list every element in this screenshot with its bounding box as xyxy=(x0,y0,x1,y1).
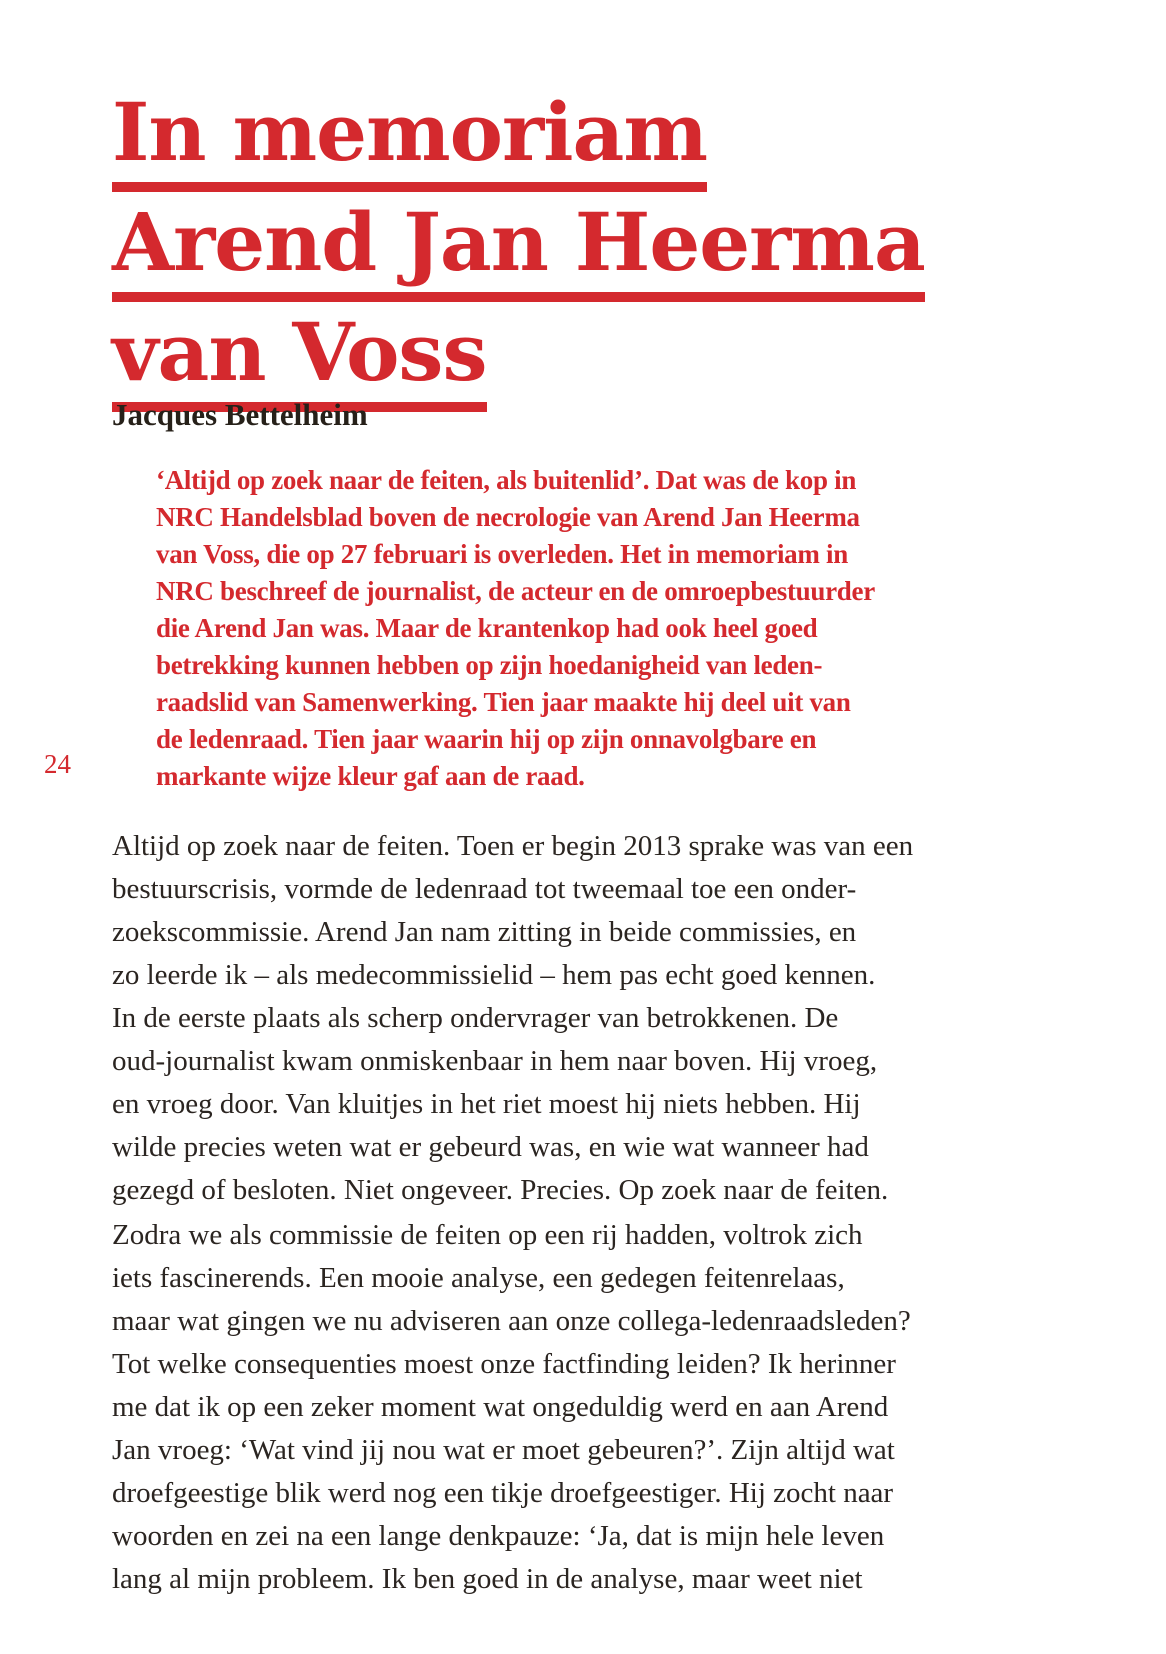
intro-line: NRC beschreef de journalist, de acteur en de omroepbestuurder xyxy=(156,576,875,606)
intro-line: van Voss, die op 27 februari is overleden. Het in memoriam in xyxy=(156,539,848,569)
body-line: me dat ik op een zeker moment wat ongeduldig werd en aan Arend xyxy=(112,1391,889,1423)
page-number: 24 xyxy=(44,749,71,779)
body-line: gezegd of besloten. Niet ongeveer. Precies. Op zoek naar de feiten. xyxy=(112,1174,889,1206)
intro-paragraph xyxy=(156,462,875,795)
intro-line: ‘Altijd op zoek naar de feiten, als buitenlid’. Dat was de kop in xyxy=(156,465,857,495)
intro-line: betrekking kunnen hebben op zijn hoedanigheid van leden- xyxy=(156,650,823,680)
body-line: Zodra we als commissie de feiten op een rij hadden, voltrok zich xyxy=(112,1219,863,1251)
title-line: Arend Jan Heerma xyxy=(112,192,925,302)
body-line: iets fascinerends. Een mooie analyse, een gedegen feitenrelaas, xyxy=(112,1262,845,1294)
title-line: In memoriam xyxy=(112,82,925,192)
body-paragraph-1 xyxy=(112,825,913,1212)
body-line: zoekscommissie. Arend Jan nam zitting in beide commissies, en xyxy=(112,916,857,948)
body-line: bestuurscrisis, vormde de ledenraad tot tweemaal toe een onder- xyxy=(112,873,857,905)
body-line: wilde precies weten wat er gebeurd was, en wie wat wanneer had xyxy=(112,1131,869,1163)
intro-line: raadslid van Samenwerking. Tien jaar maakte hij deel uit van xyxy=(156,687,851,717)
author-byline: Jacques Bettelheim xyxy=(112,397,368,432)
article-title xyxy=(112,82,925,412)
title-line: van Voss xyxy=(112,302,925,412)
intro-line: die Arend Jan was. Maar de krantenkop had ook heel goed xyxy=(156,613,818,643)
body-line: Tot welke consequenties moest onze factfinding leiden? Ik herinner xyxy=(112,1348,896,1380)
body-line: en vroeg door. Van kluitjes in het riet moest hij niets hebben. Hij xyxy=(112,1088,861,1120)
body-line: zo leerde ik – als medecommissielid – hem pas echt goed kennen. xyxy=(112,959,876,991)
intro-line: markante wijze kleur gaf aan de raad. xyxy=(156,761,585,791)
body-line: In de eerste plaats als scherp ondervrager van betrokkenen. De xyxy=(112,1002,839,1034)
intro-line: de ledenraad. Tien jaar waarin hij op zijn onnavolgbare en xyxy=(156,724,817,754)
body-line: oud-journalist kwam onmiskenbaar in hem naar boven. Hij vroeg, xyxy=(112,1045,878,1077)
body-line: lang al mijn probleem. Ik ben goed in de analyse, maar weet niet xyxy=(112,1563,863,1595)
body-line: Jan vroeg: ‘Wat vind jij nou wat er moet gebeuren?’. Zijn altijd wat xyxy=(112,1434,895,1466)
body-line: maar wat gingen we nu adviseren aan onze collega-ledenraadsleden? xyxy=(112,1305,911,1337)
intro-line: NRC Handelsblad boven de necrologie van Arend Jan Heerma xyxy=(156,502,860,532)
body-line: droefgeestige blik werd nog een tikje droefgeestiger. Hij zocht naar xyxy=(112,1477,894,1509)
body-line: woorden en zei na een lange denkpauze: ‘Ja, dat is mijn hele leven xyxy=(112,1520,885,1552)
body-paragraph-2 xyxy=(112,1214,911,1601)
body-line: Altijd op zoek naar de feiten. Toen er begin 2013 sprake was van een xyxy=(112,830,914,862)
